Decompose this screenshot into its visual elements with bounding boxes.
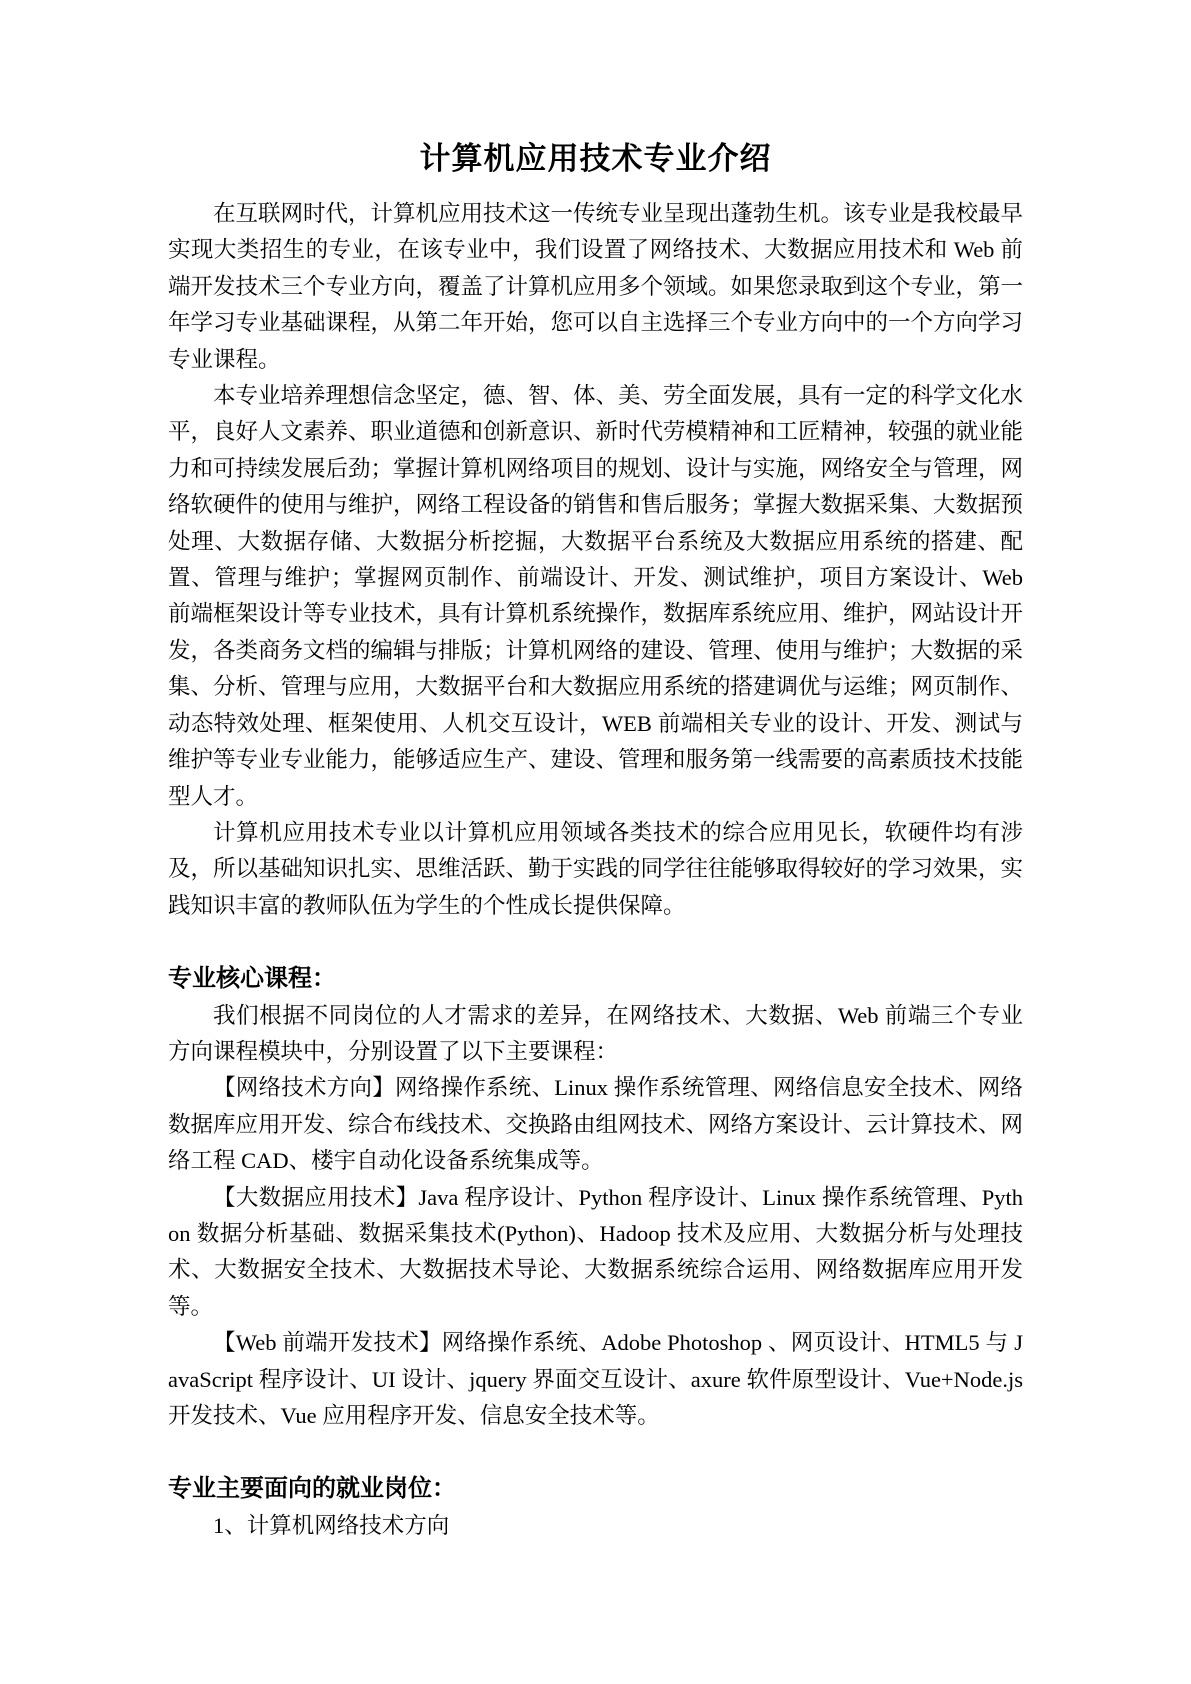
intro-paragraph-3: 计算机应用技术专业以计算机应用领域各类技术的综合应用见长，软硬件均有涉及，所以基础知识扎实、思维活跃、勤于实践的同学往往能够取得较好的学习效果，实践知识丰富的教师队伍为学生的个性成长提供保障。 (168, 819, 1024, 918)
section-heading-jobs: 专业主要面向的就业岗位： (168, 1475, 456, 1503)
job-item-network-direction: 1、计算机网络技术方向 (213, 1512, 450, 1538)
section-heading-core-courses: 专业核心课程： (168, 965, 336, 993)
core-courses-intro-paragraph: 我们根据不同岗位的人才需求的差异，在网络技术、大数据、Web 前端三个专业方向课程模块中，分别设置了以下主要课程： (168, 1002, 1023, 1064)
intro-paragraph-1: 在互联网时代，计算机应用技术这一传统专业呈现出蓬勃生机。该专业是我校最早实现大类招生的专业，在该专业中，我们设置了网络技术、大数据应用技术和 Web 前端开发技术三个专业方向，覆盖了计算机应用多个领域。如果您录取到这个专业，第一年学习专业基础课程，从第二年开始，您可以自主选择三个专业方向中的一个方向学习专业课程。 (168, 201, 1024, 372)
intro-paragraph-2: 本专业培养理想信念坚定，德、智、体、美、劳全面发展，具有一定的科学文化水平，良好人文素养、职业道德和创新意识、新时代劳模精神和工匠精神，较强的就业能力和可持续发展后劲；掌握计算机网络项目的规划、设计与实施，网络安全与管理，网络软硬件的使用与维护，网络工程设备的销售和售后服务；掌握大数据采集、大数据预处理、大数据存储、大数据分析挖掘，大数据平台系统及大数据应用系统的搭建、配置、管理与维护；掌握网页制作、前端设计、开发、测试维护，项目方案设计、Web 前端框架设计等专业技术，具有计算机系统操作，数据库系统应用、维护，网站设计开发，各类商务文档的编辑与排版；计算机网络的建设、管理、使用与维护；大数据的采集、分析、管理与应用，大数据平台和大数据应用系统的搭建调优与运维；网页制作、动态特效处理、框架使用、人机交互设计，WEB 前端相关专业的设计、开发、测试与维护等专业专业能力，能够适应生产、建设、管理和服务第一线需要的高素质技术技能型人才。 (168, 383, 1024, 809)
course-track-web-frontend: 【Web 前端开发技术】网络操作系统、Adobe Photoshop 、网页设计、HTML5 与 JavaScript 程序设计、UI 设计、jquery 界面交互设计、axure 软件原型设计、Vue+Node.js 开发技术、Vue 应用程序开发、信息安全技术等。 (168, 1330, 1023, 1428)
document-title: 计算机应用技术专业介绍 (419, 141, 772, 176)
course-track-network: 【网络技术方向】网络操作系统、Linux 操作系统管理、网络信息安全技术、网络数据库应用开发、综合布线技术、交换路由组网技术、网络方案设计、云计算技术、网络工程 CAD、楼宇自动化设备系统集成等。 (168, 1075, 1024, 1174)
course-track-bigdata: 【大数据应用技术】Java 程序设计、Python 程序设计、Linux 操作系统管理、Python 数据分析基础、数据采集技术(Python)、Hadoop 技术及应用、大数据分析与处理技术、大数据安全技术、大数据技术导论、大数据系统综合运用、网络数据库应用开发等。 (168, 1184, 1023, 1319)
